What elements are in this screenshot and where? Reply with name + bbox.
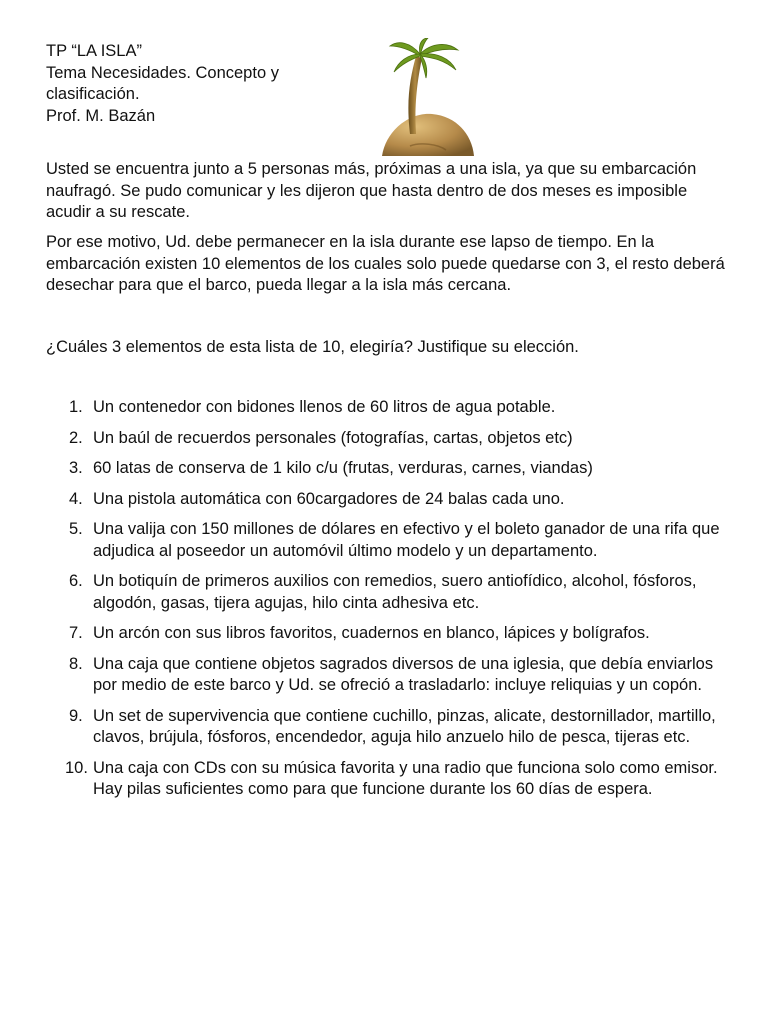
item-number: 6.	[69, 572, 83, 590]
topic-line: Tema Necesidades. Concepto y	[46, 63, 279, 82]
palm-island-icon	[380, 38, 476, 160]
list-item	[46, 571, 726, 614]
item-number: 4.	[69, 489, 83, 508]
question-prompt: ¿Cuáles 3 elementos de esta lista de 10, elegiría? Justifique su elección.	[46, 338, 579, 356]
item-text: Un set de supervivencia que contiene cuchillo, pinzas, alicate, destornillador, martillo, clavos, brújula, fósforos, encendedor, aguja hilo anzuelo hilo de pesca, tijeras etc.	[93, 706, 716, 746]
list-item	[46, 519, 726, 562]
item-text: Un botiquín de primeros auxilios con remedios, suero antiofídico, alcohol, fósforos, algodón, gasas, tijera agujas, hilo cinta adhesiva etc.	[93, 572, 697, 612]
item-number: 2.	[69, 428, 83, 447]
document-header	[46, 41, 346, 127]
list-item	[46, 397, 726, 419]
topic-line-continued: clasificación.	[46, 85, 140, 103]
list-item	[46, 489, 726, 511]
list-item	[46, 458, 726, 480]
list-item	[46, 706, 726, 749]
item-number: 1.	[69, 398, 83, 416]
items-list	[46, 397, 726, 810]
item-text: Una caja que contiene objetos sagrados diversos de una iglesia, que debía enviarlos por medio de este barco y Ud. se ofreció a trasladarlo: incluye reliquias y un copón.	[93, 654, 714, 694]
list-item	[46, 623, 726, 645]
item-text: Una caja con CDs con su música favorita y una radio que funciona solo como emisor. Hay pilas suficientes como para que funcione durante los 60 días de espera.	[93, 758, 718, 798]
item-number: 10.	[65, 758, 88, 777]
item-text: Un arcón con sus libros favoritos, cuadernos en blanco, lápices y bolígrafos.	[93, 624, 650, 642]
list-item	[46, 758, 726, 801]
item-number: 8.	[69, 654, 83, 673]
item-number: 3.	[69, 459, 83, 477]
document-title: TP “LA ISLA”	[46, 42, 142, 60]
teacher-name: Prof. M. Bazán	[46, 106, 156, 125]
item-text: 60 latas de conserva de 1 kilo c/u (frutas, verduras, carnes, viandas)	[93, 459, 593, 477]
item-text: Una valija con 150 millones de dólares en efectivo y el boleto ganador de una rifa que adjudica al poseedor un automóvil último modelo y un departamento.	[93, 520, 720, 560]
item-text: Una pistola automática con 60cargadores de 24 balas cada uno.	[93, 489, 565, 508]
item-number: 9.	[69, 706, 83, 725]
intro-paragraph-1: Usted se encuentra junto a 5 personas más, próximas a una isla, ya que su embarcación naufragó. Se pudo comunicar y les dijeron que hasta dentro de dos meses es imposible acudir a su rescate.	[46, 160, 697, 221]
item-number: 5.	[69, 520, 83, 538]
item-number: 7.	[69, 624, 83, 642]
item-text: Un contenedor con bidones llenos de 60 litros de agua potable.	[93, 398, 556, 416]
list-item	[46, 654, 726, 697]
list-item	[46, 428, 726, 450]
intro-paragraph-2: Por ese motivo, Ud. debe permanecer en la isla durante ese lapso de tiempo. En la embarcación existen 10 elementos de los cuales solo puede quedarse con 3, el resto deberá desechar para que el barco, pueda llegar a la isla más cercana.	[46, 233, 725, 294]
item-text: Un baúl de recuerdos personales (fotografías, cartas, objetos etc)	[93, 428, 573, 447]
